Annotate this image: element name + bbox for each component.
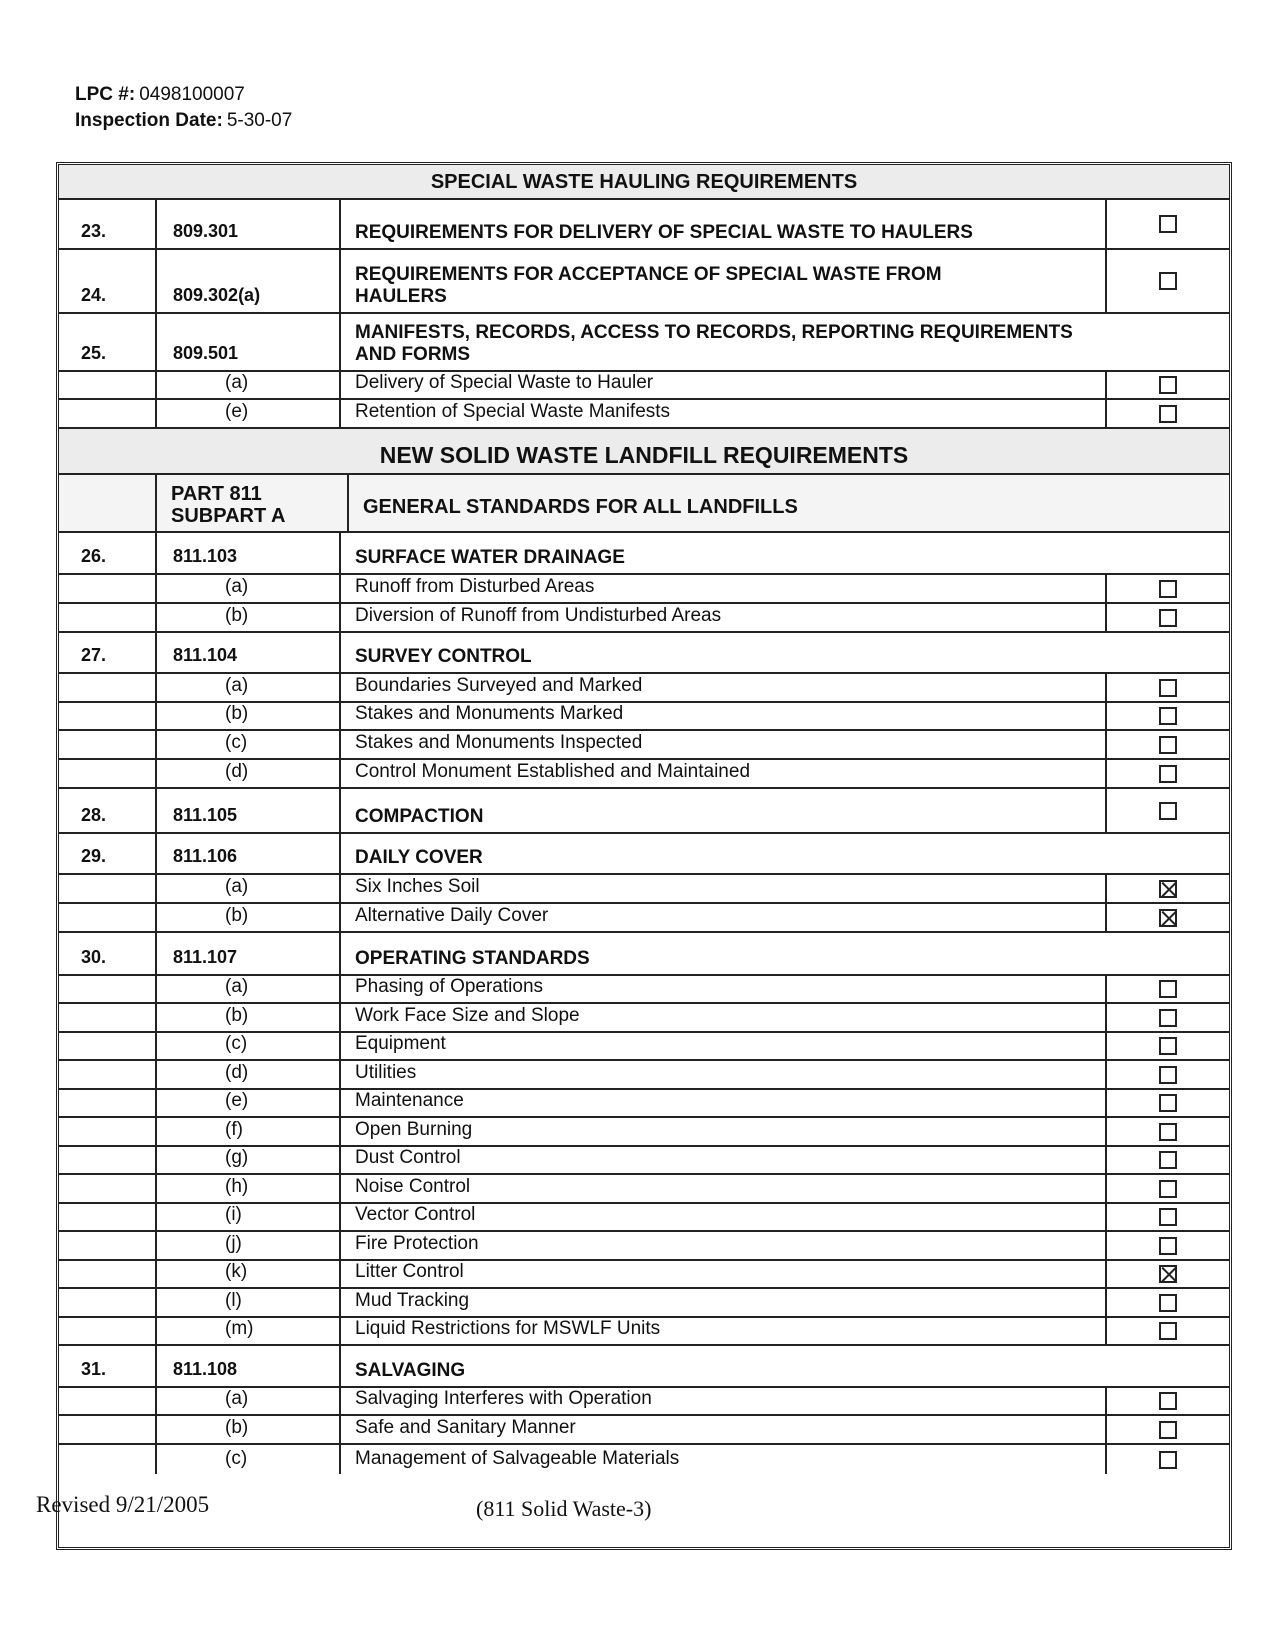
table-subrow xyxy=(59,760,1229,789)
checkbox[interactable] xyxy=(1159,1123,1177,1141)
item-subsection: (a) xyxy=(225,372,249,393)
item-title-line: REQUIREMENTS FOR ACCEPTANCE OF SPECIAL WASTE FROM xyxy=(355,264,942,285)
table-subrow xyxy=(59,1175,1229,1204)
item-subsection: (d) xyxy=(225,761,249,782)
item-subsection: (k) xyxy=(225,1261,248,1282)
checkbox[interactable] xyxy=(1159,1392,1177,1410)
table-subrow xyxy=(59,674,1229,703)
item-subsection: (a) xyxy=(225,1388,249,1409)
item-subsection: (g) xyxy=(225,1147,249,1168)
table-subrow xyxy=(59,1445,1229,1474)
checkbox[interactable] xyxy=(1159,707,1177,725)
table-subrow xyxy=(59,1318,1229,1346)
item-code: 809.302(a) xyxy=(173,285,261,305)
subpart-row xyxy=(59,475,1229,533)
checkbox[interactable] xyxy=(1159,736,1177,754)
item-number: 28. xyxy=(81,805,107,825)
item-code: 811.104 xyxy=(173,645,238,665)
checklist-table xyxy=(56,162,1232,1550)
table-subrow xyxy=(59,1416,1229,1445)
item-number: 29. xyxy=(81,846,107,866)
checkbox[interactable] xyxy=(1159,802,1177,820)
item-subsection: (a) xyxy=(225,876,249,897)
table-subrow xyxy=(59,604,1229,633)
item-subsection: (f) xyxy=(225,1119,243,1140)
item-subsection: (a) xyxy=(225,576,249,597)
checkbox[interactable] xyxy=(1159,609,1177,627)
inspection-date-label: Inspection Date: xyxy=(75,110,223,131)
item-title: Work Face Size and Slope xyxy=(355,1005,580,1026)
item-title-line: MANIFESTS, RECORDS, ACCESS TO RECORDS, REPORTING REQUIREMENTS xyxy=(355,322,1073,343)
item-number: 30. xyxy=(81,947,107,967)
table-row xyxy=(59,789,1229,834)
table-subrow xyxy=(59,1204,1229,1232)
item-subsection: (b) xyxy=(225,703,249,724)
item-title: Open Burning xyxy=(355,1119,473,1140)
checkbox[interactable] xyxy=(1159,376,1177,394)
item-title: Liquid Restrictions for MSWLF Units xyxy=(355,1318,661,1339)
table-subrow xyxy=(59,1004,1229,1033)
table-subrow xyxy=(59,575,1229,604)
item-subsection: (b) xyxy=(225,1417,249,1438)
section-new-landfill xyxy=(59,429,1229,475)
table-subrow xyxy=(59,1061,1229,1090)
item-subsection: (a) xyxy=(225,976,249,997)
checkbox[interactable] xyxy=(1159,405,1177,423)
table-subrow xyxy=(59,1033,1229,1061)
table-row xyxy=(59,933,1229,976)
checkbox[interactable] xyxy=(1159,1294,1177,1312)
item-title: REQUIREMENTS FOR DELIVERY OF SPECIAL WASTE TO HAULERS xyxy=(355,222,973,243)
lpc-line xyxy=(75,82,292,108)
table-subrow xyxy=(59,400,1229,429)
item-code: 811.106 xyxy=(173,846,238,866)
checkbox[interactable] xyxy=(1159,1066,1177,1084)
checkbox[interactable] xyxy=(1159,1009,1177,1027)
item-title: Equipment xyxy=(355,1033,446,1054)
lpc-label: LPC #: xyxy=(75,84,136,105)
item-subsection: (j) xyxy=(225,1233,242,1254)
table-subrow xyxy=(59,372,1229,400)
checkbox[interactable] xyxy=(1159,1421,1177,1439)
item-code: 811.103 xyxy=(173,546,238,566)
table-subrow xyxy=(59,904,1229,933)
table-subrow xyxy=(59,1289,1229,1318)
item-title: Stakes and Monuments Marked xyxy=(355,703,624,724)
item-title: Fire Protection xyxy=(355,1233,479,1254)
item-subsection: (l) xyxy=(225,1290,242,1311)
part-label xyxy=(171,483,285,527)
table-subrow xyxy=(59,1090,1229,1118)
item-title: Litter Control xyxy=(355,1261,464,1282)
table-row xyxy=(59,1346,1229,1388)
item-subsection: (b) xyxy=(225,1005,249,1026)
checkbox[interactable] xyxy=(1159,1208,1177,1226)
item-title: Delivery of Special Waste to Hauler xyxy=(355,372,654,393)
checkbox[interactable] xyxy=(1159,1322,1177,1340)
item-title: Runoff from Disturbed Areas xyxy=(355,576,595,597)
table-subrow xyxy=(59,1261,1229,1289)
item-title: Maintenance xyxy=(355,1090,464,1111)
item-subsection: (d) xyxy=(225,1062,249,1083)
item-number: 25. xyxy=(81,343,107,363)
section-special-waste xyxy=(59,165,1229,200)
checkbox[interactable] xyxy=(1159,1094,1177,1112)
table-subrow xyxy=(59,1118,1229,1147)
item-code: 811.108 xyxy=(173,1359,238,1379)
item-title: Dust Control xyxy=(355,1147,461,1168)
item-code: 811.105 xyxy=(173,805,238,825)
item-title: COMPACTION xyxy=(355,806,484,827)
item-title xyxy=(355,322,1073,366)
checkbox[interactable] xyxy=(1159,1180,1177,1198)
lpc-value: 0498100007 xyxy=(139,84,245,105)
inspection-date-line xyxy=(75,108,292,134)
item-title: Utilities xyxy=(355,1062,417,1083)
item-title xyxy=(355,264,942,308)
item-title: Retention of Special Waste Manifests xyxy=(355,401,671,422)
item-subsection: (i) xyxy=(225,1204,242,1225)
item-number: 23. xyxy=(81,221,107,241)
checkbox[interactable] xyxy=(1159,1451,1177,1469)
item-title: SALVAGING xyxy=(355,1360,466,1381)
table-row xyxy=(59,314,1229,372)
item-title: OPERATING STANDARDS xyxy=(355,948,590,969)
item-subsection: (m) xyxy=(225,1318,254,1339)
checkbox[interactable] xyxy=(1159,1237,1177,1255)
item-title: SURVEY CONTROL xyxy=(355,646,532,667)
item-title: Salvaging Interferes with Operation xyxy=(355,1388,652,1409)
checkbox-checked[interactable] xyxy=(1159,880,1177,898)
checkbox[interactable] xyxy=(1159,215,1177,233)
part-line: PART 811 xyxy=(171,483,262,505)
table-row xyxy=(59,533,1229,575)
item-subsection: (e) xyxy=(225,401,249,422)
section-title: NEW SOLID WASTE LANDFILL REQUIREMENTS xyxy=(379,442,909,468)
checkbox-checked[interactable] xyxy=(1159,1265,1177,1283)
document-header xyxy=(75,82,292,134)
section-title: SPECIAL WASTE HAULING REQUIREMENTS xyxy=(430,171,858,193)
item-title: DAILY COVER xyxy=(355,847,483,868)
item-title: Boundaries Surveyed and Marked xyxy=(355,675,643,696)
item-subsection: (c) xyxy=(225,1448,248,1469)
item-subsection: (a) xyxy=(225,675,249,696)
general-standards-title: GENERAL STANDARDS FOR ALL LANDFILLS xyxy=(363,496,798,518)
table-subrow xyxy=(59,875,1229,904)
table-subrow xyxy=(59,1232,1229,1261)
checkbox[interactable] xyxy=(1159,679,1177,697)
item-title: Control Monument Established and Maintained xyxy=(355,761,751,782)
item-number: 24. xyxy=(81,285,107,305)
item-title: Alternative Daily Cover xyxy=(355,905,549,926)
inspection-date-value: 5-30-07 xyxy=(226,110,293,131)
item-subsection: (c) xyxy=(225,732,248,753)
table-subrow xyxy=(59,1147,1229,1175)
item-number: 31. xyxy=(81,1359,107,1379)
item-title: Noise Control xyxy=(355,1176,471,1197)
checkbox[interactable] xyxy=(1159,272,1177,290)
subpart-line: SUBPART A xyxy=(171,505,286,527)
checkbox[interactable] xyxy=(1159,765,1177,783)
table-subrow xyxy=(59,976,1229,1004)
item-subsection: (b) xyxy=(225,905,249,926)
table-subrow xyxy=(59,731,1229,760)
item-title: Diversion of Runoff from Undisturbed Areas xyxy=(355,605,722,626)
item-title: Management of Salvageable Materials xyxy=(355,1448,680,1469)
item-code: 809.501 xyxy=(173,343,239,363)
table-subrow xyxy=(59,703,1229,731)
item-title-line: AND FORMS xyxy=(355,344,471,365)
checkbox[interactable] xyxy=(1159,1151,1177,1169)
checkbox[interactable] xyxy=(1159,580,1177,598)
revised-date: Revised 9/21/2005 xyxy=(36,1492,210,1517)
table-row xyxy=(59,200,1229,250)
page-number: (811 Solid Waste-3) xyxy=(476,1496,652,1521)
item-title: Vector Control xyxy=(355,1204,476,1225)
item-title: Stakes and Monuments Inspected xyxy=(355,732,643,753)
item-code: 811.107 xyxy=(173,947,238,967)
table-row xyxy=(59,633,1229,674)
item-subsection: (b) xyxy=(225,605,249,626)
table-row xyxy=(59,250,1229,314)
checkbox[interactable] xyxy=(1159,1037,1177,1055)
item-title: SURFACE WATER DRAINAGE xyxy=(355,547,625,568)
item-subsection: (c) xyxy=(225,1033,248,1054)
item-number: 26. xyxy=(81,546,107,566)
item-subsection: (e) xyxy=(225,1090,249,1111)
item-code: 809.301 xyxy=(173,221,239,241)
item-title: Six Inches Soil xyxy=(355,876,480,897)
item-title-line: HAULERS xyxy=(355,286,447,307)
item-title: Phasing of Operations xyxy=(355,976,544,997)
table-subrow xyxy=(59,1388,1229,1416)
checkbox-checked[interactable] xyxy=(1159,909,1177,927)
item-number: 27. xyxy=(81,645,107,665)
checkbox[interactable] xyxy=(1159,980,1177,998)
item-title: Mud Tracking xyxy=(355,1290,470,1311)
item-subsection: (h) xyxy=(225,1176,249,1197)
item-title: Safe and Sanitary Manner xyxy=(355,1417,576,1438)
table-row xyxy=(59,834,1229,875)
